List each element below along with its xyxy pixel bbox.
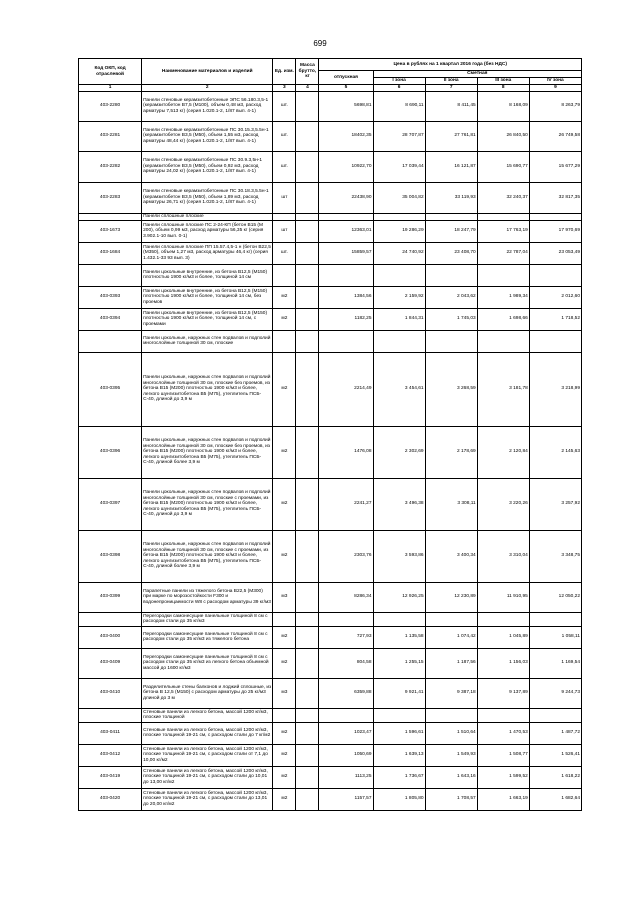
col-number: 2 — [142, 85, 273, 92]
cell-release-price: 1384,56 — [319, 286, 373, 308]
cell-code: 403-0393 — [79, 286, 142, 308]
cell-mass — [296, 648, 319, 678]
cell-mass — [296, 612, 319, 626]
cell-name: Разделительные стены балконов и лоджий сплошные, из бетона В 12,5 (М150) с расходом арматуры до 25 кг/м3 длиной до 3 м — [142, 678, 273, 708]
col-number: 4 — [296, 85, 319, 92]
cell-mass — [296, 530, 319, 582]
cell-zone-3-price: 3 310,04 — [477, 530, 529, 582]
cell-zone-2-price: 2 178,69 — [425, 426, 477, 478]
header-zone-1: I зона — [373, 78, 425, 85]
cell-zone-1-price: 1 844,31 — [373, 308, 425, 330]
cell-zone-4-price: 3 218,99 — [529, 352, 581, 426]
cell-release-price: 1050,69 — [319, 744, 373, 766]
header-zone-4: IV зона — [529, 78, 581, 85]
cell-zone-2-price: 3 308,11 — [425, 478, 477, 530]
cell-zone-2-price: 3 400,34 — [425, 530, 477, 582]
cell-zone-4-price: 1 718,52 — [529, 308, 581, 330]
cell-zone-1-price — [373, 264, 425, 286]
cell-release-price: 1113,25 — [319, 766, 373, 788]
cell-code: 403-0397 — [79, 478, 142, 530]
table-row — [79, 744, 582, 766]
cell-zone-4-price — [529, 612, 581, 626]
cell-zone-4-price: 1 526,41 — [529, 744, 581, 766]
cell-mass — [296, 264, 319, 286]
cell-zone-2-price: 1 549,93 — [425, 744, 477, 766]
cell-name: Панели цокольные, наружных стен подвалов и подполий многослойные толщиной 30 см, плоские без проемов, из бетона В15 (М200) плотностью 1900 кг/м3 и более, легкого шунгизитобетона В5 (М75), утеплитель ПСБ-С-40, длиной до 3,9 м — [142, 352, 273, 426]
cell-name: Панели стеновые керамзитобетонные ПС 30.18.3,5.5н-1 (керамзитобетон В3,5 (М50), объем 1,89 м3, расход арматуры 26,71 кг) (серия 1.020.1-2, 1/87 вып. 4-1) — [142, 182, 273, 213]
cell-mass — [296, 744, 319, 766]
cell-name: Панели цокольные внутренние, из бетона В12,5 (М150) плотностью 1900 кг/м3 и более, толщиной 14 см, без проемов — [142, 286, 273, 308]
cell-zone-4-price: 3 348,75 — [529, 530, 581, 582]
cell-zone-2-price: 1 074,42 — [425, 626, 477, 648]
cell-zone-4-price: 1 169,54 — [529, 648, 581, 678]
cell-unit — [273, 708, 296, 722]
cell-release-price: 15859,57 — [319, 242, 373, 264]
cell-zone-4-price: 1 682,64 — [529, 788, 581, 810]
cell-code: 403-0420 — [79, 788, 142, 810]
table-row — [79, 91, 582, 121]
cell-release-price — [319, 264, 373, 286]
cell-name: Панели стеновые керамзитобетонные ПС 30.15.3,5.5н-1 (керамзитобетон В3,5 (М50), объем 1,55 м3, расход арматуры 48,44 кг) (серия 1.020.1-2, 1/87 вып. 4-1) — [142, 121, 273, 151]
cell-release-price — [319, 213, 373, 220]
table-row — [79, 478, 582, 530]
cell-zone-3-price: 15 690,77 — [477, 151, 529, 182]
cell-release-price — [319, 708, 373, 722]
cell-zone-3-price: 1 156,03 — [477, 648, 529, 678]
cell-zone-3-price — [477, 708, 529, 722]
cell-mass — [296, 308, 319, 330]
cell-name: Стеновые панели из легкого бетона, массой 1200 кг/м3, плоские толщиной 19-21 см, с расходом стали до 10,01 до 13,00 кг/м2 — [142, 766, 273, 788]
table-row — [79, 678, 582, 708]
cell-mass — [296, 766, 319, 788]
cell-unit: шт. — [273, 91, 296, 121]
cell-release-price: 1157,57 — [319, 788, 373, 810]
cell-code: 403-0400 — [79, 626, 142, 648]
section-header-row — [79, 708, 582, 722]
page-number: 699 — [313, 39, 327, 48]
cell-zone-1-price: 3 454,61 — [373, 352, 425, 426]
cell-zone-1-price: 1 639,13 — [373, 744, 425, 766]
cell-mass — [296, 478, 319, 530]
cell-zone-4-price: 3 257,92 — [529, 478, 581, 530]
cell-zone-2-price — [425, 708, 477, 722]
header-mass: Масса брутто, кг — [296, 59, 319, 85]
cell-unit: м3 — [273, 582, 296, 612]
cell-zone-2-price — [425, 330, 477, 352]
cell-name: Стеновые панели из легкого бетона, массой 1200 кг/м3, плоские толщиной 19-21 см, с расходом стали от 7,1 до 10,00 кг/м2 — [142, 744, 273, 766]
cell-name: Перегородки самонесущие панельные толщиной 8 см с расходом стали до 35 кг/м3 из легкого бетона объемной массой до 1600 кг/м3 — [142, 648, 273, 678]
cell-zone-3-price: 1 470,53 — [477, 722, 529, 744]
cell-unit — [273, 264, 296, 286]
cell-mass — [296, 426, 319, 478]
cell-code: 403-0398 — [79, 530, 142, 582]
cell-code: 403-0394 — [79, 308, 142, 330]
cell-release-price: 6359,88 — [319, 678, 373, 708]
cell-code: 403-1673 — [79, 220, 142, 242]
cell-name: Панели сплошные плоские ПС 2-24-КП (бетон В15 (М 200), объем 0,99 м3, расход арматуры 56,35 кг (серия 3.902.1-10 вып. 0-1) — [142, 220, 273, 242]
table-row — [79, 308, 582, 330]
cell-unit: м3 — [273, 678, 296, 708]
cell-name: Панели цокольные внутренние, из бетона В12,5 (М150) плотностью 1900 кг/м3 и более, толщиной 14 см, с проемами — [142, 308, 273, 330]
cell-name: Стеновые панели из легкого бетона, массой 1200 кг/м3, плоские толщиной — [142, 708, 273, 722]
cell-name: Панели стеновые керамзитобетонные ПС 30.9.3,5н-1 (керамзитобетон В3,5 (М50), объем 0,92 м3, расход арматуры 24,02 кг) (серия 1.020.1-2, 1/87 вып. 4-1) — [142, 151, 273, 182]
table-row — [79, 530, 582, 582]
cell-release-price: 804,58 — [319, 648, 373, 678]
cell-release-price: 5698,81 — [319, 91, 373, 121]
cell-zone-1-price — [373, 612, 425, 626]
section-header-row — [79, 264, 582, 286]
cell-mass — [296, 330, 319, 352]
cell-zone-3-price: 3 181,78 — [477, 352, 529, 426]
cell-code — [79, 213, 142, 220]
cell-zone-1-price: 9 921,41 — [373, 678, 425, 708]
cell-zone-4-price: 1 618,22 — [529, 766, 581, 788]
table-row — [79, 352, 582, 426]
table-row — [79, 766, 582, 788]
cell-zone-4-price: 15 677,29 — [529, 151, 581, 182]
cell-mass — [296, 788, 319, 810]
cell-code: 403-2282 — [79, 151, 142, 182]
cell-release-price: 1023,47 — [319, 722, 373, 744]
table-row — [79, 582, 582, 612]
cell-zone-3-price — [477, 330, 529, 352]
table-row — [79, 220, 582, 242]
cell-zone-3-price: 1 599,52 — [477, 766, 529, 788]
cell-code — [79, 264, 142, 286]
cell-zone-2-price: 1 510,64 — [425, 722, 477, 744]
col-number: 7 — [425, 85, 477, 92]
header-zone-2: II зона — [425, 78, 477, 85]
cell-unit: м2 — [273, 626, 296, 648]
price-table — [78, 58, 582, 811]
cell-zone-1-price — [373, 708, 425, 722]
cell-name: Панели цокольные, наружных стен подвалов и подполий многослойные толщиной 30 см, плоские с проемами, из бетона В15 (М200) плотностью 1900 кг/м3 и более, легкого шунгизитобетона В5 (М75), утеплитель ПСБ-С-40, длиной более 3,9 м — [142, 530, 273, 582]
cell-unit: м2 — [273, 766, 296, 788]
cell-unit: шт. — [273, 121, 296, 151]
cell-zone-2-price: 33 119,93 — [425, 182, 477, 213]
cell-zone-3-price — [477, 264, 529, 286]
cell-zone-3-price: 17 763,19 — [477, 220, 529, 242]
column-numbers-row — [79, 85, 582, 92]
cell-zone-1-price: 3 593,86 — [373, 530, 425, 582]
cell-unit: шт — [273, 220, 296, 242]
cell-name: Панели цокольные, наружных стен подвалов и подполий многослойные толщиной 30 см, плоские с проемами, из бетона В15 (М200) плотностью 1900 кг/м3 и более, легкого шунгизитобетона В5 (М75), утеплитель ПСБ-С-40, длиной до 3,9 м — [142, 478, 273, 530]
cell-unit: м2 — [273, 286, 296, 308]
cell-code — [79, 708, 142, 722]
cell-name: Перегородки самонесущие панельные толщиной 8 см с расходом стали до 35 кг/м3 из тяжелого бетона — [142, 626, 273, 648]
cell-zone-2-price: 2 043,62 — [425, 286, 477, 308]
cell-zone-4-price: 12 050,22 — [529, 582, 581, 612]
cell-zone-1-price: 1 135,58 — [373, 626, 425, 648]
cell-mass — [296, 352, 319, 426]
cell-code: 403-0396 — [79, 426, 142, 478]
cell-zone-4-price: 26 749,58 — [529, 121, 581, 151]
cell-mass — [296, 678, 319, 708]
cell-zone-1-price: 12 926,25 — [373, 582, 425, 612]
header-release: отпускная — [319, 71, 373, 85]
cell-release-price: 727,93 — [319, 626, 373, 648]
cell-release-price: 10922,70 — [319, 151, 373, 182]
cell-zone-1-price: 2 159,92 — [373, 286, 425, 308]
table-row — [79, 426, 582, 478]
cell-zone-3-price: 1 045,89 — [477, 626, 529, 648]
table-header — [79, 59, 582, 92]
cell-unit — [273, 612, 296, 626]
col-number: 3 — [273, 85, 296, 92]
cell-zone-2-price: 1 708,57 — [425, 788, 477, 810]
cell-zone-2-price: 12 230,89 — [425, 582, 477, 612]
cell-code: 403-2281 — [79, 121, 142, 151]
cell-mass — [296, 91, 319, 121]
cell-unit: м2 — [273, 352, 296, 426]
cell-zone-1-price: 3 496,38 — [373, 478, 425, 530]
cell-code: 403-0399 — [79, 582, 142, 612]
header-code: Код ОКП, код отраслевой — [79, 59, 142, 85]
cell-release-price: 8286,34 — [319, 582, 373, 612]
cell-code — [79, 612, 142, 626]
cell-name: Панели сплошные плоские — [142, 213, 273, 220]
cell-mass — [296, 708, 319, 722]
cell-zone-1-price — [373, 213, 425, 220]
cell-name: Стеновые панели из легкого бетона, массой 1200 кг/м3, плоские толщиной 19-21 см, с расходом стали до 13,01 до 20,00 кг/м2 — [142, 788, 273, 810]
cell-zone-3-price: 1 698,66 — [477, 308, 529, 330]
cell-zone-1-price: 35 004,82 — [373, 182, 425, 213]
cell-name: Панели цокольные внутренние, из бетона В12,5 (М150) плотностью 1900 кг/м3 и более, толщиной 14 см — [142, 264, 273, 286]
cell-unit: м2 — [273, 478, 296, 530]
cell-zone-4-price: 8 263,79 — [529, 91, 581, 121]
cell-zone-4-price: 17 970,69 — [529, 220, 581, 242]
cell-zone-4-price: 32 817,35 — [529, 182, 581, 213]
cell-name: Панели стеновые керамзитобетонные ЭПС 56.180.3,5-1 (керамзитобетон В7,5 (М100), объем 0,48 м3, расход арматуры 7,513 кг) (серия 1.020.1-2, 1/87 вып. 4-1) — [142, 91, 273, 121]
cell-name: Парапетные панели из тяжелого бетона В22,5 (М300) при марке по морозостойкости F300 и водонепроницаемости W8 с расходом арматуры 39 кг/м3 — [142, 582, 273, 612]
header-price-group: Цена в рублях на 1 квартал 2016 года (без НДС) — [319, 59, 582, 71]
cell-zone-3-price — [477, 612, 529, 626]
cell-zone-4-price — [529, 330, 581, 352]
col-number: 8 — [477, 85, 529, 92]
cell-mass — [296, 121, 319, 151]
cell-zone-3-price: 1 989,34 — [477, 286, 529, 308]
cell-release-price: 18402,35 — [319, 121, 373, 151]
cell-unit: шт. — [273, 242, 296, 264]
cell-zone-3-price: 1 663,19 — [477, 788, 529, 810]
cell-zone-1-price: 8 690,11 — [373, 91, 425, 121]
cell-zone-2-price: 27 761,81 — [425, 121, 477, 151]
header-zone-3: III зона — [477, 78, 529, 85]
cell-release-price — [319, 612, 373, 626]
col-number: 6 — [373, 85, 425, 92]
cell-zone-4-price: 2 145,63 — [529, 426, 581, 478]
cell-zone-3-price: 1 508,77 — [477, 744, 529, 766]
cell-unit — [273, 213, 296, 220]
col-number: 5 — [319, 85, 373, 92]
cell-zone-1-price: 2 302,69 — [373, 426, 425, 478]
section-header-row — [79, 330, 582, 352]
cell-zone-3-price: 32 240,37 — [477, 182, 529, 213]
cell-name: Стеновые панели из легкого бетона, массой 1200 кг/м3, плоские толщиной 19-21 см, с расходом стали до 7 кг/м2 — [142, 722, 273, 744]
table-row — [79, 722, 582, 744]
cell-zone-1-price: 1 736,67 — [373, 766, 425, 788]
cell-zone-2-price — [425, 264, 477, 286]
table-row — [79, 648, 582, 678]
cell-code: 403-1684 — [79, 242, 142, 264]
table-row — [79, 242, 582, 264]
cell-mass — [296, 626, 319, 648]
cell-zone-2-price: 8 411,45 — [425, 91, 477, 121]
cell-code: 403-0395 — [79, 352, 142, 426]
cell-zone-2-price: 1 745,03 — [425, 308, 477, 330]
cell-code — [79, 330, 142, 352]
cell-zone-1-price: 1 255,15 — [373, 648, 425, 678]
cell-unit: м2 — [273, 308, 296, 330]
cell-zone-2-price: 18 247,79 — [425, 220, 477, 242]
cell-release-price: 2241,27 — [319, 478, 373, 530]
table-row — [79, 788, 582, 810]
cell-code: 403-2283 — [79, 182, 142, 213]
cell-mass — [296, 582, 319, 612]
cell-zone-2-price — [425, 213, 477, 220]
cell-name: Панели цокольные, наружных стен подвалов и подполий многослойные толщиной 30 см, плоские — [142, 330, 273, 352]
cell-code: 403-0419 — [79, 766, 142, 788]
cell-mass — [296, 242, 319, 264]
cell-mass — [296, 722, 319, 744]
cell-zone-1-price: 19 286,29 — [373, 220, 425, 242]
table-row — [79, 626, 582, 648]
cell-zone-2-price: 9 387,18 — [425, 678, 477, 708]
cell-mass — [296, 151, 319, 182]
table-row — [79, 121, 582, 151]
section-header-row — [79, 213, 582, 220]
cell-unit: м2 — [273, 648, 296, 678]
cell-zone-1-price — [373, 330, 425, 352]
cell-mass — [296, 213, 319, 220]
cell-zone-2-price: 16 121,87 — [425, 151, 477, 182]
cell-zone-4-price: 1 058,11 — [529, 626, 581, 648]
cell-zone-3-price — [477, 213, 529, 220]
table-body — [79, 91, 582, 810]
cell-zone-4-price — [529, 264, 581, 286]
cell-zone-1-price: 1 805,80 — [373, 788, 425, 810]
header-estimate: Сметная — [373, 71, 581, 78]
cell-unit: м2 — [273, 744, 296, 766]
table-row — [79, 151, 582, 182]
cell-unit — [273, 330, 296, 352]
col-number: 1 — [79, 85, 142, 92]
cell-code: 403-0412 — [79, 744, 142, 766]
cell-release-price: 22438,90 — [319, 182, 373, 213]
cell-zone-4-price: 9 244,73 — [529, 678, 581, 708]
cell-zone-1-price: 28 707,87 — [373, 121, 425, 151]
cell-code: 403-0409 — [79, 648, 142, 678]
table-row — [79, 182, 582, 213]
cell-unit: м2 — [273, 722, 296, 744]
cell-zone-1-price: 17 039,44 — [373, 151, 425, 182]
cell-unit: шт. — [273, 151, 296, 182]
cell-release-price: 1182,25 — [319, 308, 373, 330]
cell-zone-1-price: 24 740,92 — [373, 242, 425, 264]
cell-unit: шт — [273, 182, 296, 213]
cell-unit: м2 — [273, 530, 296, 582]
cell-release-price — [319, 330, 373, 352]
cell-code: 403-0411 — [79, 722, 142, 744]
cell-zone-2-price: 1 643,16 — [425, 766, 477, 788]
cell-zone-2-price: 23 408,70 — [425, 242, 477, 264]
cell-zone-2-price: 1 187,56 — [425, 648, 477, 678]
cell-name: Перегородки самонесущие панельные толщиной 8 см с расходом стали до 35 кг/м3 — [142, 612, 273, 626]
cell-zone-2-price — [425, 612, 477, 626]
section-header-row — [79, 612, 582, 626]
cell-zone-2-price: 3 268,59 — [425, 352, 477, 426]
cell-zone-3-price: 8 168,09 — [477, 91, 529, 121]
cell-name: Панели цокольные, наружных стен подвалов и подполий многослойные толщиной 30 см, плоские без проемов, из бетона В15 (М200) плотностью 1900 кг/м3 и более, легкого шунгизитобетона В5 (М75), утеплитель ПСБ-С-40, длиной более 3,9 м — [142, 426, 273, 478]
cell-zone-4-price: 23 053,49 — [529, 242, 581, 264]
cell-zone-3-price: 26 840,50 — [477, 121, 529, 151]
cell-zone-3-price: 2 120,84 — [477, 426, 529, 478]
cell-code: 403-0410 — [79, 678, 142, 708]
cell-zone-4-price — [529, 213, 581, 220]
cell-unit: м2 — [273, 426, 296, 478]
cell-zone-3-price: 3 220,26 — [477, 478, 529, 530]
cell-zone-3-price: 22 787,04 — [477, 242, 529, 264]
cell-release-price: 12363,01 — [319, 220, 373, 242]
header-unit: Ед. изм. — [273, 59, 296, 85]
cell-code: 403-2280 — [79, 91, 142, 121]
cell-zone-4-price: 1 487,72 — [529, 722, 581, 744]
cell-zone-4-price: 2 012,60 — [529, 286, 581, 308]
cell-zone-4-price — [529, 708, 581, 722]
cell-zone-1-price: 1 596,61 — [373, 722, 425, 744]
cell-mass — [296, 286, 319, 308]
cell-unit: м2 — [273, 788, 296, 810]
col-number: 9 — [529, 85, 581, 92]
cell-name: Панели сплошные плоские ПП 15.57.4,5-1 н (бетон В22,5 (М350), объем 1,27 м3, расход арматуры 46,4 кг) (серия 1.432.1-33 93 вып. 3) — [142, 242, 273, 264]
table-row — [79, 286, 582, 308]
header-name: Наименование материалов и изделий — [142, 59, 273, 85]
cell-zone-3-price: 11 910,95 — [477, 582, 529, 612]
cell-release-price: 1476,08 — [319, 426, 373, 478]
cell-mass — [296, 182, 319, 213]
cell-release-price: 2303,76 — [319, 530, 373, 582]
cell-mass — [296, 220, 319, 242]
cell-zone-3-price: 9 137,89 — [477, 678, 529, 708]
cell-release-price: 2214,49 — [319, 352, 373, 426]
